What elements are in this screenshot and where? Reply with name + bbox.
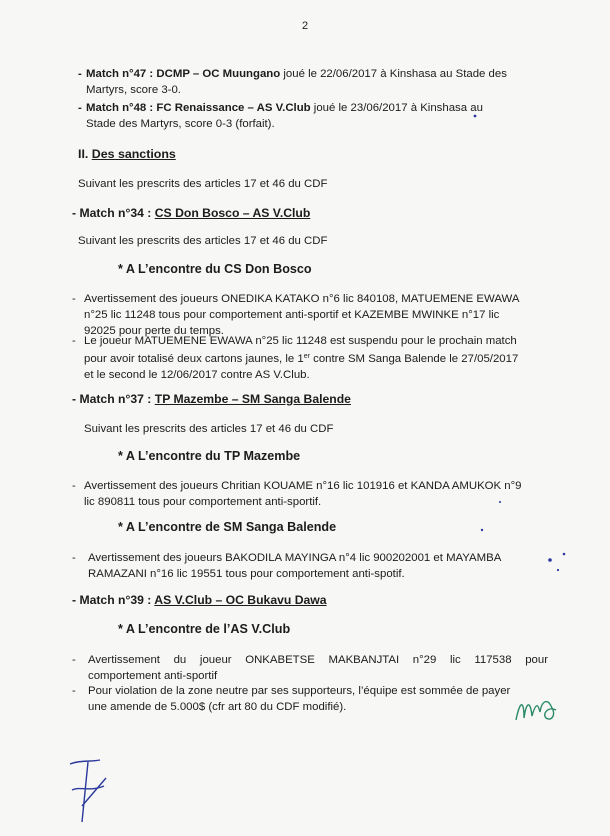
match-37-title: TP Mazembe – SM Sanga Balende — [154, 392, 351, 406]
match-48-text-cont: Stade des Martyrs, score 0-3 (forfait). — [86, 118, 275, 130]
match-37-heading-2: * A L’encontre de SM Sanga Balende — [118, 520, 337, 534]
match-39-item-1: - Avertissement du joueur ONKABETSE MAKBANJTAI n°29 lic 117538 pour comportement anti-sportif — [72, 654, 548, 682]
handwritten-initials — [512, 690, 562, 730]
match-34-header: - Match n°34 : CS Don Bosco – AS V.Club — [72, 206, 311, 220]
signature — [60, 756, 116, 830]
match-34-item-1: - Avertissement des joueurs ONEDIKA KATAKO n°6 lic 840108, MATUEMENE EWAWA n°25 lic 11248 tous pour comportement anti-sportif et KAZEMBE MWINKE n°17 lic 92025 pour perte du temps. — [72, 293, 520, 337]
section-title: Des sanctions — [91, 147, 176, 161]
match-34-prescrits: Suivant les prescrits des articles 17 et 46 du CDF — [78, 235, 328, 247]
section-number: II. — [78, 147, 92, 161]
match-34-title: CS Don Bosco – AS V.Club — [154, 206, 311, 220]
match-48-label: Match n°48 : FC Renaissance – AS V.Club — [86, 102, 311, 114]
match-37-item-1: - Avertissement des joueurs Chritian KOUAME n°16 lic 101916 et KANDA AMUKOK n°9 lic 890811 tous pour comportement anti-sportif. — [72, 480, 522, 508]
match-47-label: Match n°47 : DCMP – OC Muungano — [86, 68, 281, 80]
match-48-entry: - Match n°48 : FC Renaissance – AS V.Club joué le 23/06/2017 à Kinshasa au Stade des Martyrs, score 0-3 (forfait). — [78, 100, 548, 132]
match-47-text: joué le 22/06/2017 à Kinshasa au Stade des — [280, 68, 507, 80]
match-39-heading: * A L’encontre de l’AS V.Club — [118, 622, 291, 636]
match-47-text-cont: Martyrs, score 3-0. — [86, 84, 181, 96]
match-47-entry: - Match n°47 : DCMP – OC Muungano joué le 22/06/2017 à Kinshasa au Stade des Martyrs, score 3-0. — [78, 66, 548, 98]
match-34-heading: * A L’encontre du CS Don Bosco — [118, 262, 312, 276]
match-39-header: - Match n°39 : AS V.Club – OC Bukavu Dawa — [72, 593, 327, 607]
prescrits-general: Suivant les prescrits des articles 17 et 46 du CDF — [78, 178, 328, 190]
match-48-text: joué le 23/06/2017 à Kinshasa au — [310, 102, 483, 114]
section-heading — [78, 146, 176, 162]
page-number: 2 — [301, 20, 309, 32]
match-39-title: AS V.Club – OC Bukavu Dawa — [154, 593, 327, 607]
match-37-heading-1: * A L’encontre du TP Mazembe — [118, 449, 301, 463]
match-34-item-2: - Le joueur MATUEMENE EWAWA n°25 lic 11248 est suspendu pour le prochain match pour avoir totalisé deux cartons jaunes, le 1er contre SM Sanga Balende le 27/05/2017 et le second le 12/06/2017 contre AS V.Club. — [72, 335, 519, 381]
ink-specks — [440, 110, 610, 580]
match-37-header: - Match n°37 : TP Mazembe – SM Sanga Balende — [72, 392, 351, 406]
match-37-item-2: - Avertissement des joueurs BAKODILA MAYINGA n°4 lic 900202001 et MAYAMBA RAMAZANI n°16 lic 19551 tous pour comportement anti-spotif. — [72, 552, 502, 580]
match-39-item-2: - Pour violation de la zone neutre par ses supporteurs, l’équipe est sommée de payer une amende de 5.000$ (cfr art 80 du CDF modifié). — [72, 685, 511, 713]
match-37-prescrits: Suivant les prescrits des articles 17 et 46 du CDF — [84, 423, 334, 435]
